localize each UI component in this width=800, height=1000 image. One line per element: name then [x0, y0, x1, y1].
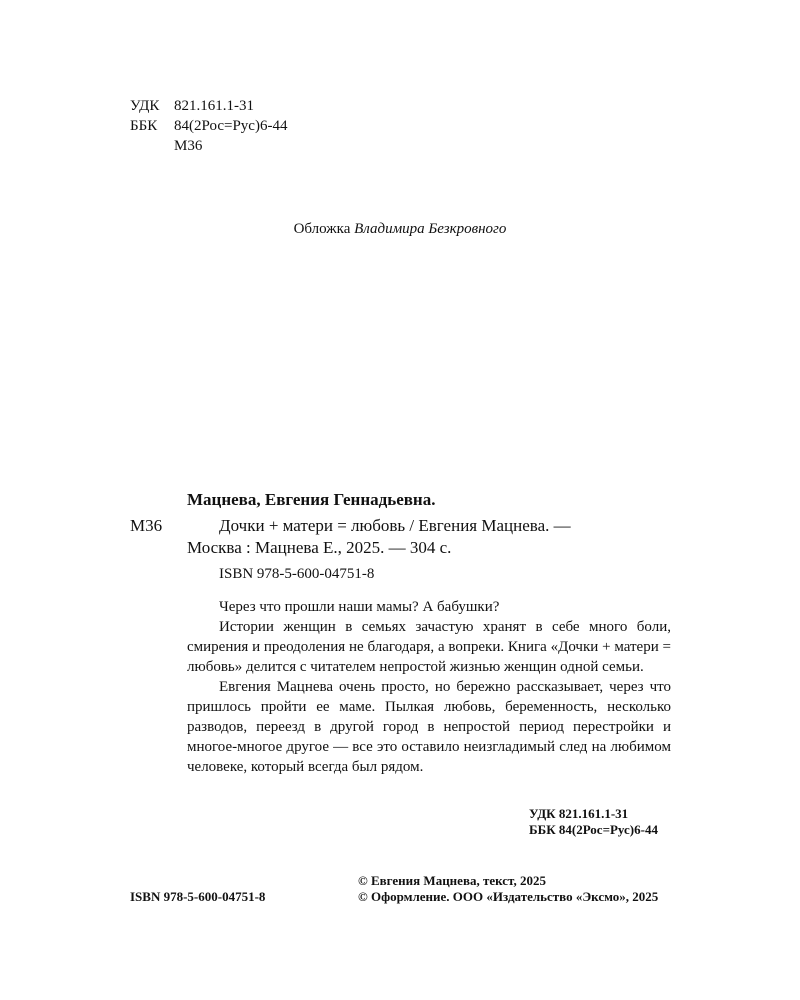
copyright-text: © Евгения Мацнева, текст, 2025 — [358, 873, 546, 888]
catalog-author: Мацнева, Евгения Геннадьевна. — [187, 490, 436, 509]
annotation — [187, 597, 671, 777]
copyright-design: © Оформление. ООО «Издательство «Эксмо», 2025 — [358, 889, 659, 904]
catalog-mark: М36 — [130, 516, 163, 535]
annotation-paragraph-2: Истории женщин в семьях зачастую хранят в себе много боли, смирения и преодоления не благодаря, а вопреки. Книга «Дочки + матери = любовь» делится с читателем непростой жизнью женщин одной семьи. — [187, 619, 671, 675]
annotation-paragraph-1: Через что прошли наши мамы? А бабушки? — [219, 599, 500, 615]
udk-value: 821.161.1-31 — [174, 98, 254, 114]
catalog-publisher: Москва : Мацнева Е., 2025. — 304 с. — [187, 538, 452, 557]
bbk-label: ББК — [130, 118, 158, 134]
cover-credit — [0, 221, 800, 238]
bottom-bbk: ББК 84(2Рос=Рус)6-44 — [529, 822, 658, 837]
udk-row — [130, 96, 287, 116]
author-mark: М36 — [174, 138, 203, 154]
bbk-value: 84(2Рос=Рус)6-44 — [174, 118, 288, 134]
cover-credit-name: Владимира Безкровного — [354, 221, 507, 237]
cover-credit-prefix: Обложка — [293, 221, 351, 237]
catalog-title: Дочки + матери = любовь / Евгения Мацнева. — — [219, 516, 571, 535]
bottom-udk: УДК 821.161.1-31 — [529, 806, 629, 821]
bbk-row — [130, 116, 287, 136]
copyright-block — [358, 873, 658, 905]
bottom-classification — [529, 806, 658, 838]
footer-isbn: ISBN 978-5-600-04751-8 — [130, 889, 266, 904]
udk-label: УДК — [130, 98, 160, 114]
annotation-paragraph-3: Евгения Мацнева очень просто, но бережно рассказывает, через что пришлось пройти ее маме. Пылкая любовь, беременность, несколько разводов, переезд в другой город в непростой период перестройки и многое-многое другое — все это оставило неизгладимый след на любимом человеке, который всегда был рядом. — [187, 679, 671, 775]
classification-codes — [130, 96, 287, 156]
catalog-isbn: ISBN 978-5-600-04751-8 — [219, 566, 375, 582]
author-mark-row — [130, 136, 287, 156]
